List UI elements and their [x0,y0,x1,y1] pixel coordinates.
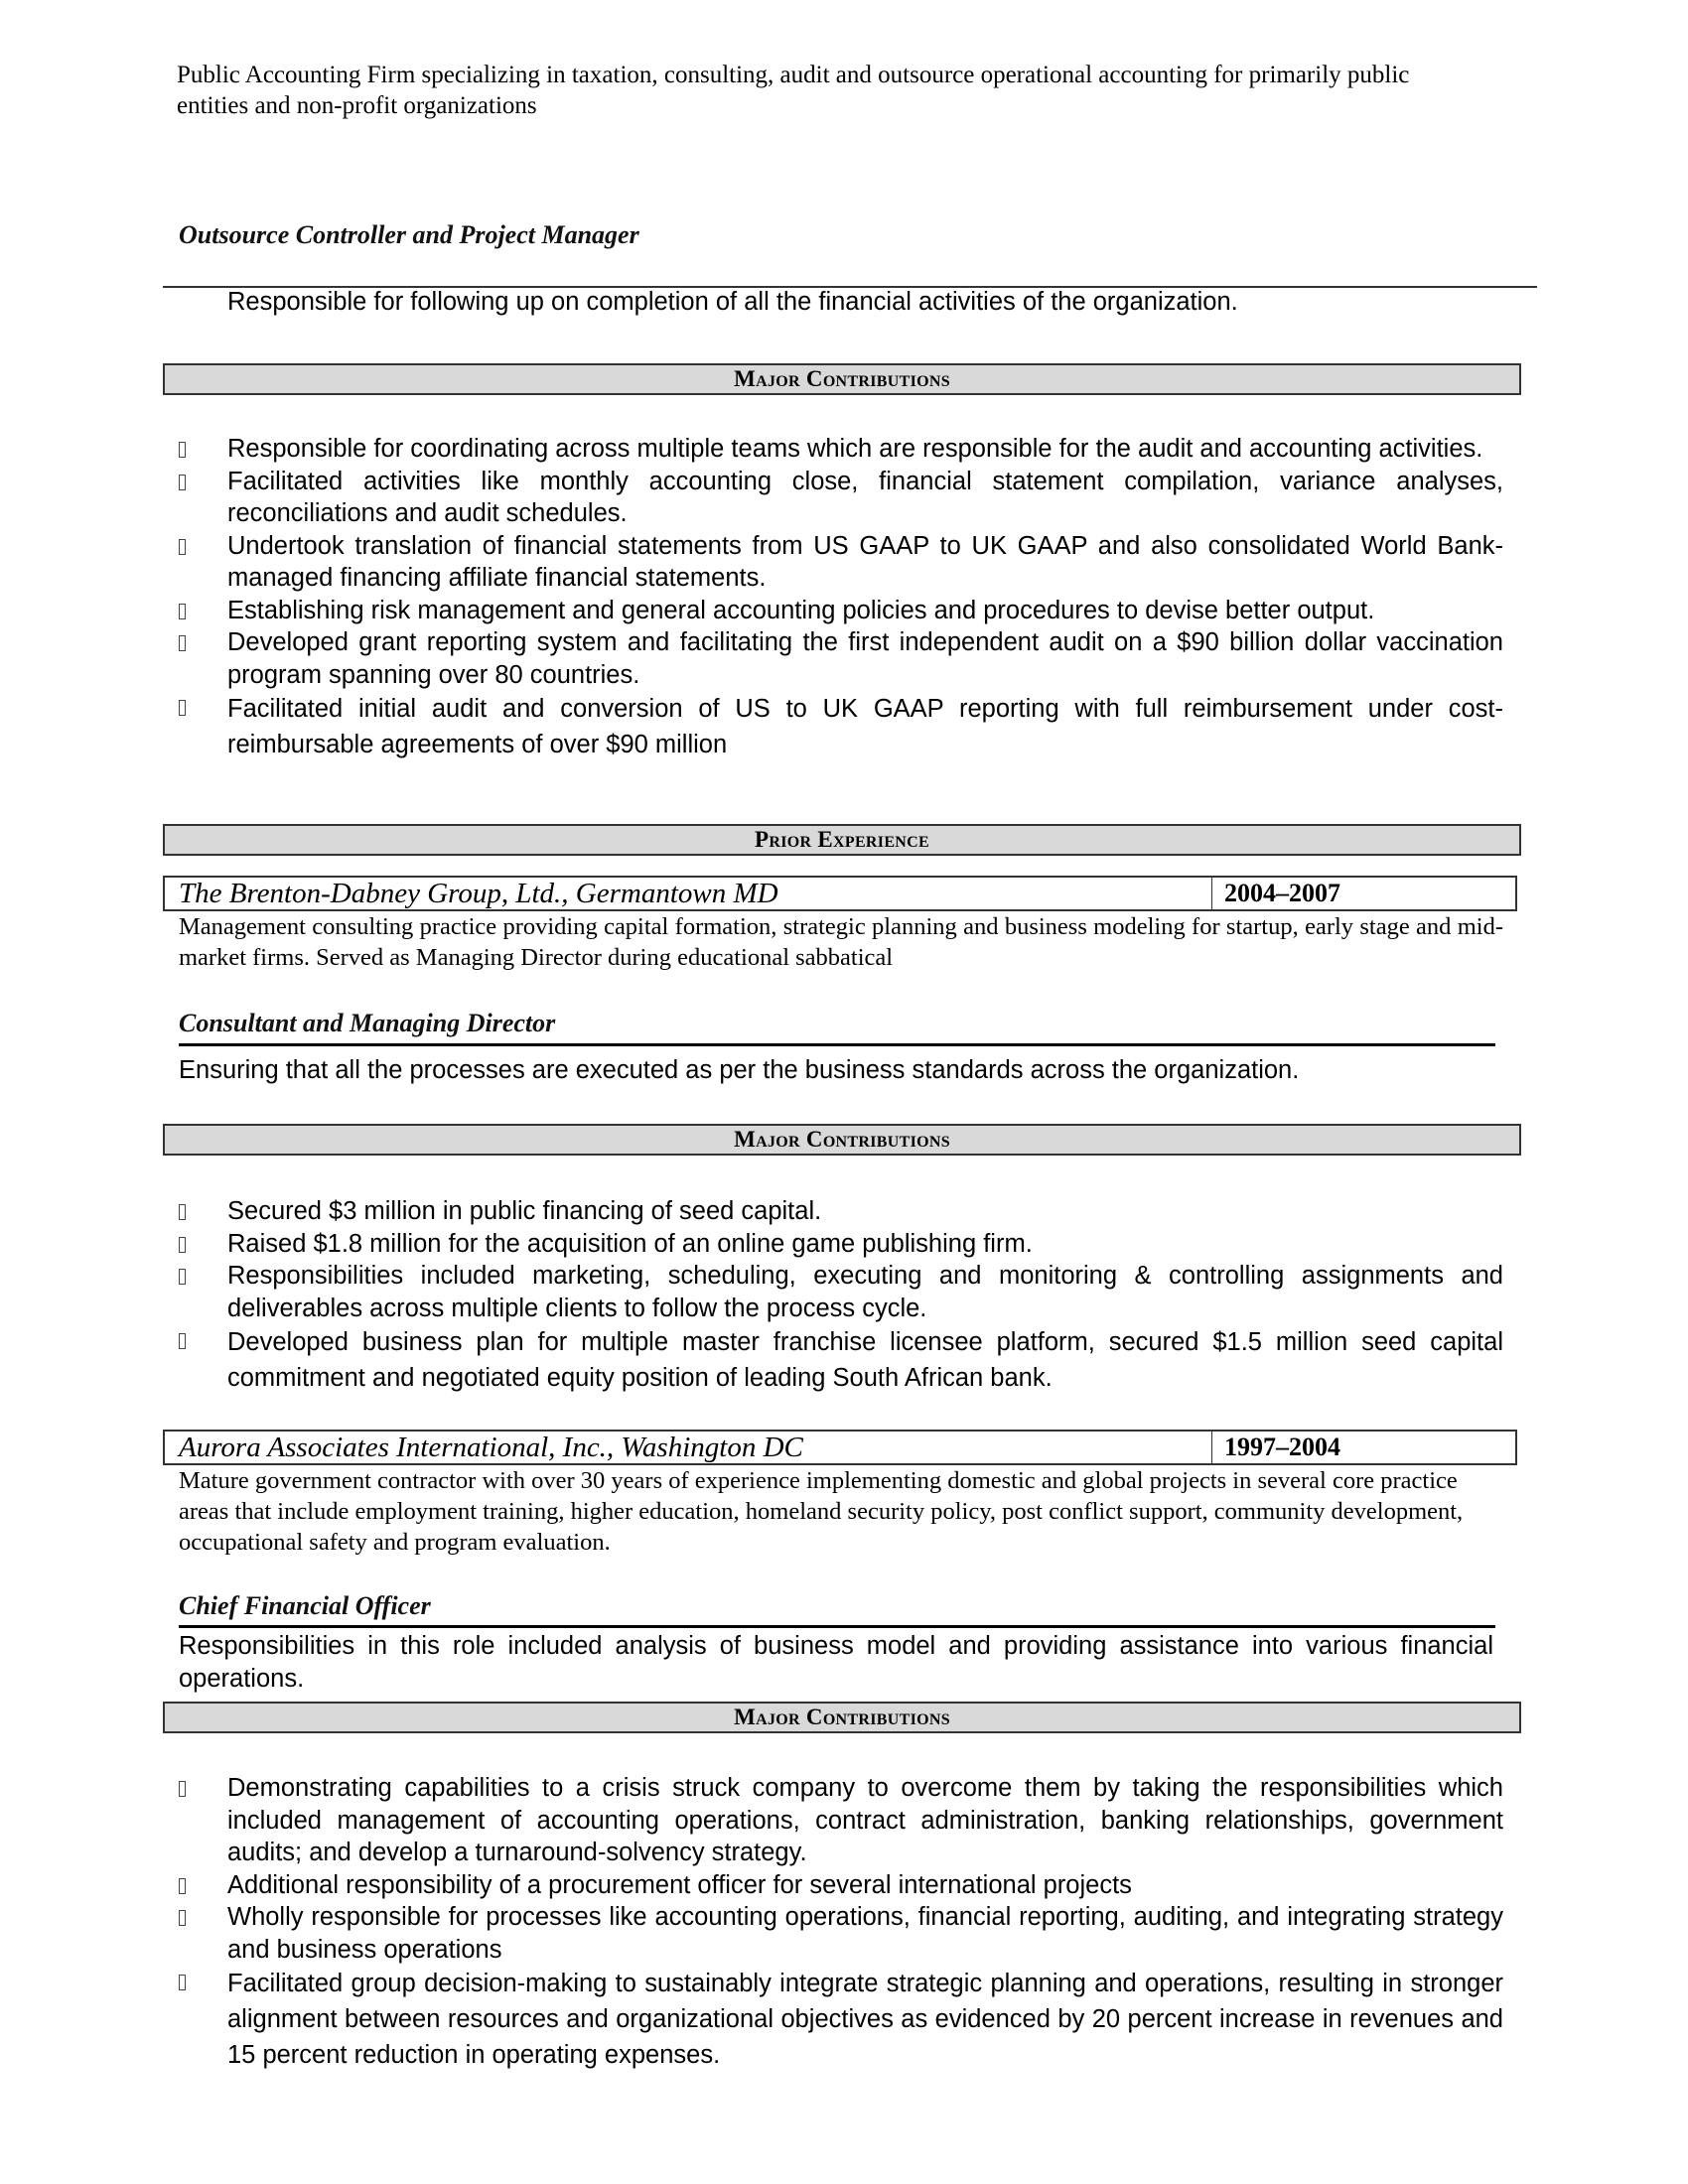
company-name: The Brenton-Dabney Group, Ltd., Germantown MD [165,878,1212,909]
list-item [177,626,1503,691]
role-summary: Ensuring that all the processes are executed as per the business standards across the organization. [179,1056,1300,1084]
bullet-icon [179,1878,186,1894]
role-summary: Responsibilities in this role included analysis of business model and providing assistance into various financial operations. [179,1632,1493,1693]
role-title: Chief Financial Officer [179,1591,431,1620]
section-header-major-contributions [163,363,1521,395]
bullet-icon [179,635,186,651]
list-item [177,1901,1503,1966]
list-item [177,1869,1503,1902]
bullet-icon [179,700,186,716]
company-header [163,1430,1517,1465]
list-item [177,1228,1503,1261]
list-item-text: Secured $3 million in public financing of seed capital. [227,1197,822,1225]
bullet-icon [179,475,186,490]
list-item [177,595,1503,627]
bullet-icon [179,604,186,619]
list-item-text: Wholly responsible for processes like accounting operations, financial reporting, auditing, and integrating strategy and business operations [227,1903,1503,1964]
section-header-label: Major Contributions [734,366,950,391]
bullet-icon [179,442,186,458]
section-header-label: Prior Experience [755,827,929,852]
list-item [177,1260,1503,1324]
bullet-icon [179,1204,186,1220]
list-item [177,1772,1503,1869]
bullet-icon [179,1237,186,1253]
list-item [177,691,1503,762]
list-item [177,466,1503,530]
role-title: Consultant and Managing Director [179,1009,556,1037]
company-header [163,876,1517,911]
list-item-text: Raised $1.8 million for the acquisition of an online game publishing firm. [227,1229,1033,1258]
contributions-list [177,1195,1503,1396]
bullet-icon [179,1781,186,1797]
list-item-text: Facilitated activities like monthly accounting close, financial statement compilation, variance analyses, reconciliations and audit schedules. [227,467,1503,527]
section-header-label: Major Contributions [734,1127,950,1152]
contributions-list [177,433,1503,762]
bullet-icon [179,1269,186,1285]
section-header-label: Major Contributions [734,1705,950,1729]
bullet-icon [179,539,186,555]
contributions-list [177,1772,1503,2073]
list-item [177,433,1503,466]
section-header-major-contributions [163,1124,1521,1156]
list-item-text: Additional responsibility of a procurement officer for several international projects [227,1870,1132,1899]
list-item-text: Undertook translation of financial statements from US GAAP to UK GAAP and also consolidated World Bank-managed financing affiliate financial statements. [227,531,1503,592]
employment-dates: 1997–2004 [1224,1433,1340,1461]
list-item-text: Demonstrating capabilities to a crisis struck company to overcome them by taking the responsibilities which included management of accounting operations, contract administration, banking relationships, government audits; and develop a turnaround-solvency strategy. [227,1774,1503,1866]
role-summary: Responsible for following up on completion of all the financial activities of the organization. [227,288,1238,316]
list-item [177,1195,1503,1228]
list-item-text: Responsibilities included marketing, scheduling, executing and monitoring & controlling assignments and deliverables across multiple clients to follow the process cycle. [227,1262,1503,1322]
role-title: Outsource Controller and Project Manager [179,220,639,249]
list-item [177,1324,1503,1396]
company-description: Management consulting practice providing capital formation, strategic planning and business modeling for startup, early stage and mid-market firms. Served as Managing Director during educational sabbatical [179,913,1503,971]
divider [179,1043,1495,1046]
company-description: Mature government contractor with over 30 years of experience implementing domestic and global projects in several core practice areas that include employment training, higher education, homeland security policy, post conflict support, community development, occupational safety and program evaluation. [179,1467,1464,1556]
list-item-text: Developed business plan for multiple master franchise licensee platform, secured $1.5 million seed capital commitment and negotiated equity position of leading South African bank. [227,1328,1503,1392]
section-header-prior-experience [163,824,1521,856]
list-item-text: Responsible for coordinating across multiple teams which are responsible for the audit and accounting activities. [227,435,1483,463]
bullet-icon [179,1333,186,1349]
bullet-icon [179,1975,186,1990]
company-name: Aurora Associates International, Inc., Washington DC [165,1432,1212,1463]
list-item-text: Facilitated initial audit and conversion of US to UK GAAP reporting with full reimbursement under cost-reimbursable agreements of over $90 million [227,695,1503,758]
firm-description: Public Accounting Firm specializing in taxation, consulting, audit and outsource operational accounting for primarily public entities and non-profit organizations [177,62,1410,119]
divider [179,1625,1495,1628]
employment-dates: 2004–2007 [1224,879,1340,907]
list-item [177,1966,1503,2073]
list-item-text: Developed grant reporting system and facilitating the first independent audit on a $90 billion dollar vaccination program spanning over 80 countries. [227,628,1503,689]
list-item-text: Facilitated group decision-making to sustainably integrate strategic planning and operations, resulting in stronger alignment between resources and organizational objectives as evidenced by 20 percent increase in revenues and 15 percent reduction in operating expenses. [227,1970,1503,2069]
list-item-text: Establishing risk management and general accounting policies and procedures to devise better output. [227,596,1375,624]
list-item [177,530,1503,595]
bullet-icon [179,1910,186,1926]
section-header-major-contributions [163,1702,1521,1733]
